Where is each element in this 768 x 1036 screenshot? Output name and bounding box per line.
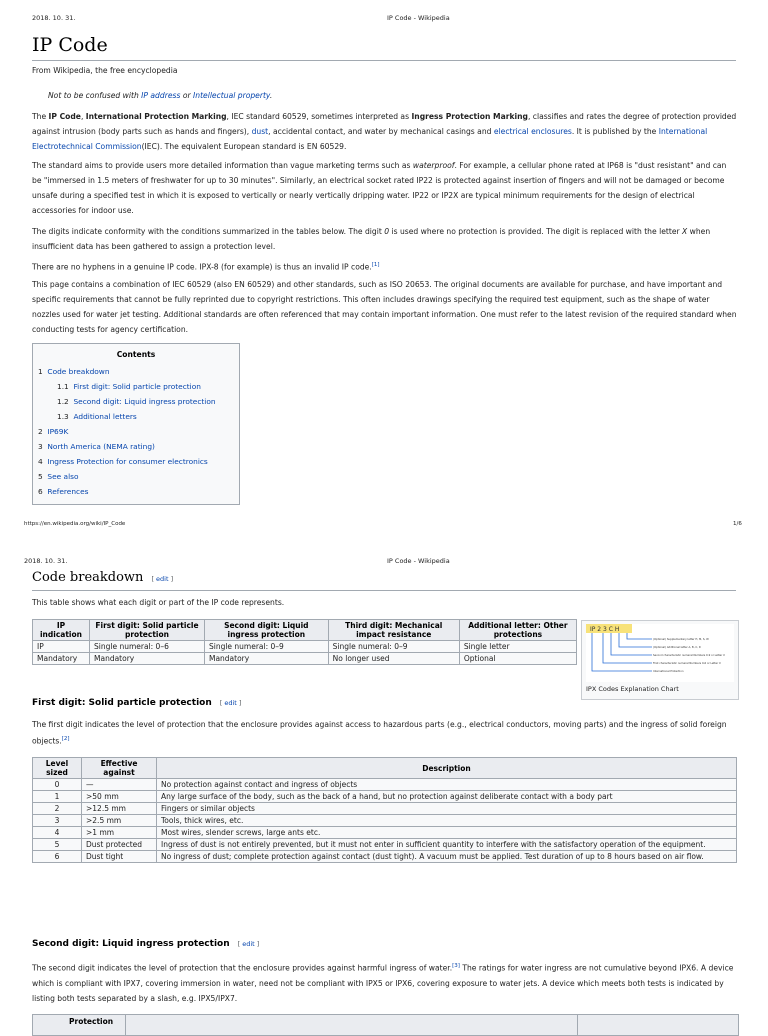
table-header-row: Level sized Effective against Description: [33, 758, 737, 779]
edit-link-code-breakdown[interactable]: edit: [156, 575, 169, 583]
section-divider: [32, 590, 736, 591]
subsection-heading-second-digit: Second digit: Liquid ingress protection [ edit ]: [32, 939, 260, 949]
link-electrical-enclosures[interactable]: electrical enclosures: [493, 127, 572, 136]
ipx-chart-caption: IPX Codes Explanation Chart: [586, 685, 679, 693]
edit-link-second-digit[interactable]: edit: [242, 940, 255, 948]
toc-item-see-also[interactable]: 5 See also: [38, 472, 79, 481]
table-row: 0 — No protection against contact and ingress of objects: [33, 779, 737, 791]
table-row: 3 >2.5 mm Tools, thick wires, etc.: [33, 815, 737, 827]
protection-header: Protection: [69, 1017, 114, 1026]
print-footer-url: https://en.wikipedia.org/wiki/IP_Code: [24, 521, 126, 527]
ipx-chart-label-4: First characteristic numeral Numbers 0-6 or Letter X: [653, 662, 721, 665]
standards-paragraph: This page contains a combination of IEC 60529 (also EN 60529) and other standards, such as ISO 20653. The original documents are available for purchase, and have important and specific requirements that cannot be fully reprinted due to copyright restrictions. This often includes drawings specifying the required test equipment, such as the shape of water nozzles used for water jet testing. Additional standards are often referenced that may contain important information. One must refer to the latest revision of the required standard when conducting tests for agency certification.: [32, 280, 737, 334]
table-row: 5 Dust protected Ingress of dust is not entirely prevented, but it must not enter in sufficient quantity to interfere with the satisfactory operation of the equipment.: [33, 839, 737, 851]
table-row: IP Single numeral: 0–6 Single numeral: 0–9 Single numeral: 0–9 Single letter: [33, 641, 577, 653]
first-digit-table: [32, 757, 737, 863]
second-digit-table-header: [32, 1014, 739, 1036]
ipx-chart-label-1: (Optional) Supplementary letter H, M, S, W: [653, 638, 709, 641]
hatnote-link-intellectual-property[interactable]: Intellectual property: [193, 91, 270, 100]
print-date-page2: 2018. 10. 31.: [24, 557, 68, 565]
table-row: Mandatory Mandatory Mandatory No longer used Optional: [33, 653, 577, 665]
toc-item-ip69k[interactable]: 2 IP69K: [38, 427, 69, 436]
edit-link-first-digit[interactable]: edit: [224, 699, 237, 707]
hatnote: Not to be confused with IP address or Intellectual property.: [48, 91, 273, 100]
second-digit-paragraph: The second digit indicates the level of protection that the enclosure provides against harmful ingress of water.[3] The ratings for water ingress are not cumulative beyond IPX6. A device which is compliant with IPX7, covering immersion in water, need not be compliant with IPX5 or IPX6, covering exposure to water jets. A device which meets both tests is indicated by listing both tests separated by a slash, e.g. IPX5/IPX7.: [32, 963, 734, 1003]
toc-item-additional-letters[interactable]: 1.3 Additional letters: [57, 412, 137, 421]
first-digit-paragraph: The first digit indicates the level of protection that the enclosure provides against access to hazardous parts (e.g., electrical conductors, moving parts) and the ingress of solid foreign objects.[2]: [32, 720, 727, 746]
toc-item-first-digit[interactable]: 1.1 First digit: Solid particle protection: [57, 382, 201, 391]
table-row: 2 >12.5 mm Fingers or similar objects: [33, 803, 737, 815]
link-iec[interactable]: International Electrotechnical Commission: [32, 127, 708, 151]
print-title-page2: IP Code - Wikipedia: [387, 557, 450, 565]
breakdown-table: [32, 619, 577, 665]
ref-link-2[interactable]: [2]: [61, 736, 70, 742]
digits-paragraph: The digits indicate conformity with the conditions summarized in the tables below. The digit 0 is used where no protection is provided. The digit is replaced with the letter X when insufficient data has been gathered to assign a protection level.: [32, 227, 711, 251]
ref-link-1[interactable]: [1]: [371, 262, 380, 268]
ipx-chart-label-2: (Optional) Additional letter A, B, C, D: [653, 646, 701, 649]
toc-item-consumer-electronics[interactable]: 4 Ingress Protection for consumer electronics: [38, 457, 208, 466]
ref-link-3[interactable]: [3]: [452, 963, 460, 969]
standard-aims-paragraph: The standard aims to provide users more detailed information than vague marketing terms such as waterproof. For example, a cellular phone rated at IP68 is "dust resistant" and can be "immersed in 1.5 meters of freshwater for up to 30 minutes". Similarly, an electrical socket rated IP22 is protected against insertion of fingers and will not be damaged or become unsafe during a specified test in which it is exposed to vertically or nearly vertically dripping water. IP22 or IP2X are typical minimum requirements for the design of electrical accessories for indoor use.: [32, 161, 727, 215]
table-of-contents: [32, 343, 240, 505]
breakdown-intro: This table shows what each digit or part of the IP code represents.: [32, 598, 285, 607]
hyphens-paragraph: There are no hyphens in a genuine IP code. IPX-8 (for example) is thus an invalid IP code.[1]: [32, 262, 380, 272]
print-date: 2018. 10. 31.: [32, 14, 76, 22]
toc-item-second-digit[interactable]: 1.2 Second digit: Liquid ingress protection: [57, 397, 216, 406]
ipx-chart-label-5: International Protection: [653, 670, 684, 673]
section-heading-code-breakdown: Code breakdown [ edit ]: [32, 570, 174, 585]
toc-item-code-breakdown[interactable]: 1 Code breakdown: [38, 367, 110, 376]
toc-item-north-america[interactable]: 3 North America (NEMA rating): [38, 442, 155, 451]
table-row: 1 >50 mm Any large surface of the body, such as the back of a hand, but no protection against deliberate contact with a body part: [33, 791, 737, 803]
intro-paragraph: The IP Code, International Protection Marking, IEC standard 60529, sometimes interpreted as Ingress Protection Marking, classifies and rates the degree of protection provided against intrusion (body parts such as hands and fingers), dust, accidental contact, and water by mechanical casings and electrical enclosures. It is published by the International Electrotechnical Commission(IEC). The equivalent European standard is EN 60529.: [32, 112, 737, 151]
link-dust[interactable]: dust: [251, 127, 269, 136]
toc-title: Contents: [116, 350, 156, 359]
title-divider: [32, 60, 736, 61]
table-header-row: IP indication First digit: Solid particle protection Second digit: Liquid ingress protection Third digit: Mechanical impact resistance Additional letter: Other protections: [33, 620, 577, 641]
toc-item-references[interactable]: 6 References: [38, 487, 89, 496]
table-row: 6 Dust tight No ingress of dust; complete protection against contact (dust tight). A vacuum must be applied. Test duration of up to 8 hours based on air flow.: [33, 851, 737, 863]
hatnote-link-ip-address[interactable]: IP address: [141, 91, 181, 100]
tagline: From Wikipedia, the free encyclopedia: [32, 66, 178, 75]
ipx-chart-code: IP 2 3 C H: [590, 626, 620, 633]
ipx-chart-thumbnail[interactable]: [581, 620, 739, 700]
ipx-chart-label-3: Second characteristic numeral Numbers 0-9 or Letter X: [653, 654, 725, 657]
ipx-chart-image: [586, 624, 734, 682]
print-title: IP Code - Wikipedia: [387, 14, 450, 22]
print-page-number: 1/6: [733, 521, 742, 527]
table-row: 4 >1 mm Most wires, slender screws, large ants etc.: [33, 827, 737, 839]
subsection-heading-first-digit: First digit: Solid particle protection [ edit ]: [32, 698, 242, 708]
page-title: IP Code: [32, 34, 108, 56]
ipx-chart-diagram: [586, 624, 734, 682]
